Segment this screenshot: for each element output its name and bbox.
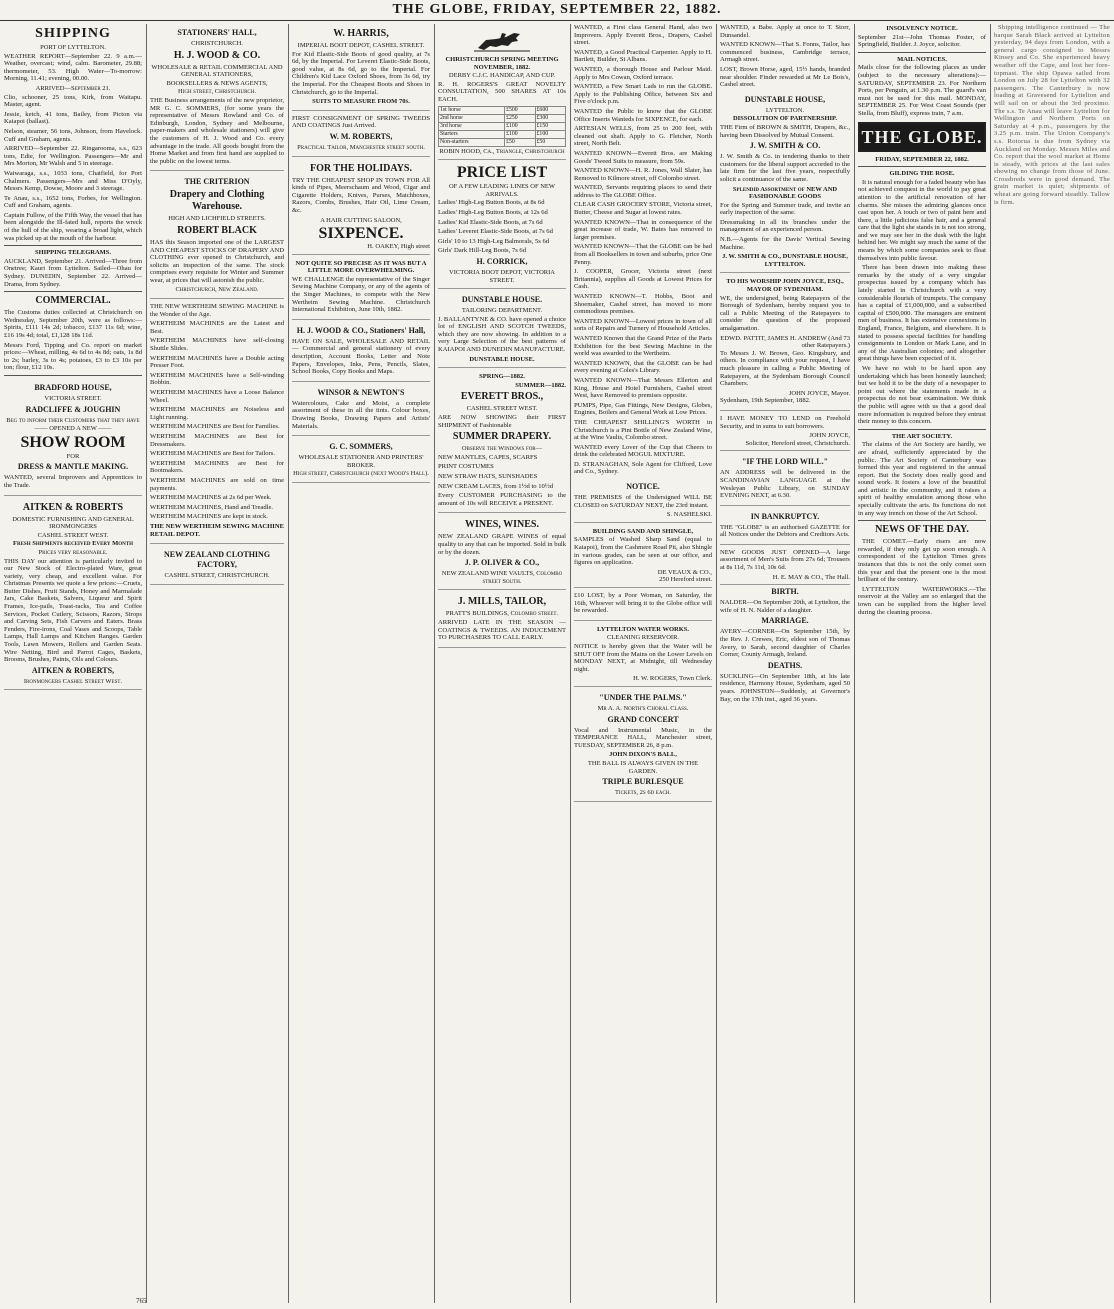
wertheim-line: WERTHEIM MACHINES, Hand and Treadle. bbox=[150, 503, 274, 511]
hj-wood-body: THE Business arrangements of the new proprietor, MR G. C. SOMMERS, (for some years the representative of Messrs Rowland and Co. of Edinburgh, London, Sydney and Melbourne, paper-makers and wholesale stationers) will give the customers of H. J. Wood and Co. every advantage in the trade. All goods bought from the Home Market and from first hand are supplied to the public on the lowest terms. bbox=[150, 96, 284, 165]
mills-ad bbox=[438, 592, 566, 647]
shipping-heading: SHIPPING bbox=[35, 26, 111, 41]
burlesque-sub: Tickets, 2s 6d each. bbox=[614, 789, 672, 797]
dunstable-ad bbox=[438, 291, 566, 368]
roberts-body: FIRST CONSIGNMENT OF SPRING TWEEDS AND COATINGS Just Arrived. bbox=[292, 114, 430, 130]
wertheim-line: WERTHEIM MACHINES are Noiseless and Light running. bbox=[150, 406, 284, 421]
lords-will-body: AN ADDRESS will be delivered in the SCANDINAVIAN LANGUAGE at the Wesleyan Public Library, on SUNDAY EVENING NEXT, at 6.30. bbox=[720, 469, 850, 500]
holidays-title: FOR THE HOLIDAYS. bbox=[310, 162, 412, 174]
holidays-ad bbox=[292, 159, 430, 255]
wood-stationers-ad bbox=[292, 322, 430, 382]
ball-title: JOHN DIXON'S BALL, bbox=[609, 751, 677, 759]
mail-heading: MAIL NOTICES. bbox=[897, 55, 947, 63]
aitken-sub: DOMESTIC FURNISHING AND GENERAL IRONMONGERS bbox=[12, 515, 134, 531]
column-5 bbox=[574, 24, 717, 1303]
winsor-title: WINSOR & NEWTON'S bbox=[317, 387, 405, 397]
wertheim-line: WERTHEIM MACHINES are sold on time payments. bbox=[150, 476, 284, 492]
aitken-street: CASHEL STREET WEST. bbox=[37, 531, 109, 539]
mail-body: Mails close for the following places as under (subject to the necessary alterations):— SATURDAY, SEPTEMBER 23. For Northern Ports, per Penguin, at 1.30 p.m. The guard's van must not be used for this mail. MONDAY, SEPTEMBER 25. For West Coast Sounds (per Stella, from Bluff), express train, 7 a.m. bbox=[858, 64, 986, 117]
sixpence: SIXPENCE. bbox=[318, 225, 404, 243]
wertheim-line: WERTHEIM MACHINES have a Loose Balance Wheel. bbox=[150, 389, 284, 404]
wertheim-line: WERTHEIM MACHINES have a Self-winding Bobbin. bbox=[150, 371, 284, 387]
hj-wood-street: High street, Christchurch. bbox=[177, 88, 257, 96]
price-list-title: PRICE LIST bbox=[456, 164, 548, 182]
wanted-ad: WANTED, a Good Practical Carpenter. Apply to H. Bartlett, Builder, St Albans. bbox=[574, 48, 712, 64]
roberts-ad bbox=[292, 113, 430, 157]
dressmaking: Dressmaking in all its branches under the management of an experienced person. bbox=[720, 218, 850, 234]
stationers-title: STATIONERS' HALL, bbox=[177, 28, 257, 37]
wanted-ad: THE CHEAPEST SHILLING'S WORTH in Christchurch is a Pint Bottle of New Zealand Wine, at the Wine Vaults, Colombo street. bbox=[574, 418, 712, 442]
wertheim-line: WERTHEIM MACHINES are Best for Tailors. bbox=[150, 450, 276, 458]
wanted-ad: WANTED, Servants requiring places to send their address to The GLOBE Office. bbox=[574, 184, 712, 199]
list-item: NEW STRAW HATS, SUNSHADES bbox=[438, 473, 538, 480]
bankruptcy-body: THE "GLOBE" is an authorised GAZETTE for all Notices under the Debtors and Creditors Acts. bbox=[720, 523, 850, 539]
money-name: JOHN JOYCE, bbox=[809, 432, 850, 440]
joyce-sign: JOHN JOYCE, Mayor. bbox=[788, 389, 850, 397]
wanted-ad: J. COOPER, Grocer, Victoria street (next Britannia), supplies all Goods at Lowest Prices for Cash. bbox=[574, 268, 712, 291]
sewing-agents: N.B.—Agents for the Davis' Vertical Sewing Machine. bbox=[720, 236, 850, 251]
divider bbox=[858, 166, 986, 167]
notice-title: NOTICE. bbox=[626, 482, 660, 492]
waterworks-ad bbox=[574, 623, 712, 687]
list-item: Ladies' High-Leg Button Boots, at 12s 6d bbox=[438, 208, 548, 216]
continued-text: Shipping intelligence continued — The barque Sarah Black arrived at Lyttelton yesterday, 94 days from London, with a general cargo consigned to Messrs Kinsey and Co. She experienced heavy weather off the Cape, and lost her fore-topmast. The ship Opawa sailed from London on July 28 for Lyttelton with 32 passengers. The Canterbury is now loading at Gravesend for Lyttelton and will sail on or about the 3rd proximo. The s.s. Te Anau will leave Lyttelton for Wellington and Northern Ports on Saturday at 4 p.m., passengers by the 3.25 p.m. train. The Union Company's s.s. Rotorua is due from Sydney via Auckland on Monday. Messrs Miles and Co. report that the wool market at Home is steady, with prices at the last sales showing no change from those of June. Crossbreds were in good demand. The grain market is quiet; shipments of wheat are going forward steadily. Tallow is firm. bbox=[994, 24, 1110, 206]
news-body: THE COMET.—Early risers are now rewarded, if they only get up soon enough. A correspondent of the Lyttelton Times gives instances that this is not the only comet seen this year and that the present one is the most brilliant of the century. bbox=[858, 538, 986, 584]
aitken-fresh: Fresh Shipments received Every Month bbox=[13, 540, 133, 548]
holidays-body: TRY THE CHEAPEST SHOP IN TOWN FOR All kinds of Pipes, Meerschaum and Wood, Cigar and Cigarette Holders, Knives, Purses, Matchboxes, Razors, Combs, Brushes, Hair Oil, Lime Cream, &c. bbox=[292, 176, 430, 214]
bradford-title: BRADFORD HOUSE, bbox=[34, 382, 112, 392]
arrival-ringarooma: ARRIVED—September 22. Ringarooma, s.s., 623 tons, Edie, for Wellington. Passengers—Mr and Mrs Morton, Mr Walsh and 5 in steerage. bbox=[4, 145, 142, 168]
summer-line: SUMMER—1882. bbox=[515, 381, 566, 389]
sommers-title: G. C. SOMMERS, bbox=[329, 442, 393, 452]
wood-stock: HAVE ON SALE, WHOLESALE AND RETAIL — Commercial and general stationery of every description, Account Books, Letter and Note Papers, Envelopes, Inks, Pens, Pencils, Slates, School Books, Copy Books and Maps. bbox=[292, 337, 430, 376]
challenge-ad bbox=[292, 257, 430, 320]
globe-banner: THE GLOBE. bbox=[858, 122, 986, 152]
price-list-sub: OF A FEW LEADING LINES OF NEW ARRIVALS. bbox=[448, 183, 556, 198]
nz-clothing-title: NEW ZEALAND CLOTHING FACTORY, bbox=[163, 550, 271, 570]
dunstable-title: DUNSTABLE HOUSE, bbox=[744, 94, 826, 104]
everett-title: EVERETT BROS., bbox=[460, 391, 544, 403]
wertheim-line: WERTHEIM MACHINES are Best for Dressmakers. bbox=[150, 432, 284, 448]
wanted-ad: LOST, Brown Horse, aged, 15½ hands, branded near shoulder. Finder rewarded at Mr Le Bois's, Cashel street. bbox=[720, 65, 850, 89]
price-list-ad bbox=[438, 162, 566, 289]
palms-sub: Mr A. A. North's Choral Class. bbox=[597, 704, 689, 712]
wanted-ad: PUMPS, Pipe, Gas Fittings, New Designs, Globes, Engines, Boilers and General Work at Low Prices. bbox=[574, 401, 712, 417]
devaux-addr: 250 Hereford street. bbox=[659, 576, 712, 584]
ballantyne-body: J. BALLANTYNE & CO. have opened a choice lot of ENGLISH AND SCOTCH TWEEDS, which they are now showing. In addition to a very Large Selection of the best patterns of KAIAPOI AND DUNEDIN MANUFACTURE. bbox=[438, 315, 566, 354]
palms-ad bbox=[574, 689, 712, 802]
dunstable-title: DUNSTABLE HOUSE. bbox=[461, 295, 543, 305]
commercial-market: Messrs Ford, Tipping and Co. report on market prices:—Wheat, milling, 4s 6d to 4s 8d; oats, 1s 8d to 2s; barley, 3s to 4s; potatoes, £3 to £3 10s per ton; flour, £12 10s. bbox=[4, 341, 142, 372]
wanted-ad: WANTED, a thorough House and Parlour Maid. Apply to Mrs Cowan, Oxford terrace. bbox=[574, 65, 712, 81]
wanted-ad: WANTED KNOWN—Everett Bros. are Making Goods' Tweed Suits to measure, from 59s. bbox=[574, 149, 712, 165]
robin-foot: ROBIN HOOD, Ca., Triangle, Christchurch bbox=[439, 147, 565, 155]
column-2 bbox=[150, 24, 289, 1303]
waterworks-title: LYTTELTON WATER WORKS. bbox=[596, 625, 690, 633]
robin-consultation: R. H. ROGERS'S GREAT NOVELTY CONSULTATION, 500 SHARES AT 10s EACH. bbox=[438, 80, 566, 103]
corrick-addr: VICTORIA BOOT DEPOT, VICTORIA STREET. bbox=[449, 268, 555, 284]
aitken-foot: AITKEN & ROBERTS, bbox=[31, 665, 115, 675]
spring-line: SPRING—1882. bbox=[479, 373, 525, 381]
column-7 bbox=[858, 24, 991, 1303]
harris-sub: IMPERIAL BOOT DEPOT, CASHEL STREET. bbox=[297, 42, 425, 49]
table-row: 1st horse £500 £600 bbox=[439, 106, 566, 114]
news-body-2: LYTTELTON WATERWORKS.—The reservoir at the Valley are so enlarged that the town can be supplied from the higher level during the cleaning process. bbox=[858, 585, 986, 616]
wines-ad bbox=[438, 515, 566, 590]
robin-meeting: CHRISTCHURCH SPRING MEETING NOVEMBER, 1882. bbox=[445, 56, 559, 71]
everett-body: ARE NOW SHOWING their FIRST SHIPMENT of Fashionable bbox=[438, 414, 566, 429]
criterion-title: THE CRITERION bbox=[184, 177, 250, 187]
everett-addr: CASHEL STREET WEST. bbox=[466, 405, 538, 413]
page-number: 765 bbox=[136, 1297, 147, 1305]
waterworks-body: NOTICE is hereby given that the Water will be SHUT OFF from the Mains on the Lower Levels on MONDAY NEXT, at Midnight, till Wednesday night. bbox=[574, 642, 712, 673]
bradford-street: VICTORIA STREET. bbox=[44, 394, 102, 402]
splendid-sub: For the Spring and Summer trade, and invite an early inspection of the same. bbox=[720, 201, 850, 217]
wanted-ad: WANTED KNOWN—T. Hobbs, Boot and Shoemaker, Cashel street, has moved to more commodious premises. bbox=[574, 293, 712, 316]
art-society-heading: THE ART SOCIETY. bbox=[891, 432, 953, 440]
gilding-body-2: There has been drawn into making these remarks by the study of a very singular prospectus issued by a company which has lately started in Christchurch with a very considerable flourish of trumpets. The company has a capital of £1,000,000, and a subscribed capital of £500,000. The managers are eminent men of business. It has extensive connexions in England, France, Belgium, and elsewhere. It is stated to possess special facilities for handling consignments in London or Mark Lane, and in any of the Australian colonies; and altogether great things have been expected of it. bbox=[858, 264, 986, 363]
wanted-ad: WANTED KNOWN—That S. Fonns, Tailor, has commenced business, Cambridge terrace, Armagh street. bbox=[720, 41, 850, 64]
racehorse-icon bbox=[472, 28, 532, 54]
wanted-ad: WANTED KNOWN—That in consequence of the great increase of trade, W. Bates has removed to larger premises. bbox=[574, 218, 712, 241]
waterworks-sign: H. W. ROGERS, Town Clerk. bbox=[633, 675, 712, 683]
lyttelton-line: LYTTELTON. bbox=[765, 106, 805, 114]
divider bbox=[4, 245, 142, 246]
wood-stationers-title: H. J. WOOD & CO., Stationers' Hall, bbox=[296, 325, 426, 335]
wanted-ad: CLEAR CASH GROCERY STORE, Victoria street, Butter, Cheese and Sugar at lowest rates. bbox=[574, 201, 712, 217]
wertheim-line: WERTHEIM MACHINES at 2s 6d per Week. bbox=[150, 494, 272, 502]
list-item: Girls' Dark Hill-Leg Boots, 7s 6d bbox=[438, 247, 526, 255]
harris-body: For Kid Elastic-Side Boots of good quality, at 7s 6d, by the Imperial. For Leveret Elastic-Side Boots, good value, at 8s 6d, go to the Imperial. For Children's Kid Lace Oxford Shoes, from 3s 6d, try the Imperial. For the Cheapest Boots and Shoes in Christchurch, go to the Imperial. bbox=[292, 50, 430, 96]
table-row: Starters £100 £100 bbox=[439, 130, 566, 138]
worship-sign: EDWD. PATTIT, JAMES H. ANDREW (And 73 other Ratepayers.) bbox=[720, 334, 850, 350]
list-item: NEW MANTLES, CAPES, SCARFS bbox=[438, 453, 538, 461]
lost-body: £10 LOST, by a Poor Woman, on Saturday, the 16th, Whoever will bring it to the Globe office will be rewarded. bbox=[574, 592, 712, 615]
gilding-body-3: We have no wish to be hard upon any undertaking which has been honestly launched; but we hold it to be the duty of a newspaper to point out where the statements made in a prospectus do not bear examination. We think the public will agree with us that a good deal more information is required before they entrust their money to this concern. bbox=[858, 364, 986, 426]
sommers-ad bbox=[292, 438, 430, 483]
list-item: Ladies' High-Leg Button Boots, at 8s 6d bbox=[438, 199, 545, 207]
marriage-body: AVERY—CORNER—On September 15th, by the Rev. J. Crewes, Eric, eldest son of Thomas Avery, to Sarah, second daughter of Charles Corner, County Armagh, Ireland. bbox=[720, 628, 850, 659]
oliver-name: J. P. OLIVER & CO., bbox=[464, 558, 540, 568]
gilding-heading: GILDING THE ROSE. bbox=[889, 170, 955, 178]
grand-concert: GRAND CONCERT bbox=[607, 714, 679, 724]
tailoring-dept: TAILORING DEPARTMENT. bbox=[461, 307, 543, 315]
hj-wood-sub2: BOOKSELLERS & NEWS AGENTS, bbox=[166, 79, 268, 87]
everett-ad bbox=[438, 370, 566, 513]
criterion-addr: HIGH AND LICHFIELD STREETS. bbox=[168, 215, 266, 223]
telegrams-heading: SHIPPING TELEGRAMS. bbox=[34, 249, 112, 257]
list-item: NEW CREAM LACES, from 1½d to 10½d bbox=[438, 482, 554, 490]
wanted-ad: D. STRANAGHAN, Sole Agent for Clifford, Love and Co., Sydney. bbox=[574, 460, 712, 476]
shingle-body: SAMPLES of Washed Sharp Sand (equal to Kaiapoi), from the Cashmere Road Pit, also Shingle in various grades, can be seen at our office, and figures on application. bbox=[574, 536, 712, 567]
wanted-ad: WANTED KNOWN—That Messrs Ellerton and King, House and Hotel Furnishers, Cashel street West, have Removed to premises opposite. bbox=[574, 376, 712, 400]
telegrams-body: AUCKLAND, September 21. Arrived—Three from Onetree; Kauri from Lyttelton. Sailed—Ohau for Sydney. DUNEDIN, September 22. Arrived—Drama, from Sydney. bbox=[4, 257, 142, 288]
commercial-heading: COMMERCIAL. bbox=[35, 295, 111, 307]
insolvency-body: September 21st—John Thomas Foster, of Springfield, Builder. J. Joyce, solicitor. bbox=[858, 33, 986, 49]
aitken-title: AITKEN & ROBERTS bbox=[22, 501, 124, 513]
wanted-ad: WANTED the Public to know that the GLOBE Office Inserts Wanteds for SIXPENCE, for each. bbox=[574, 107, 712, 123]
radcliffe-sub: Beg to inform their Customers that they have bbox=[6, 416, 140, 424]
nz-clothing-ad bbox=[150, 546, 284, 585]
globe-date: FRIDAY, SEPTEMBER 22, 1882. bbox=[875, 155, 969, 163]
wanted-ad: WANTED, a First class General Hand, also two Improvers. Apply Everett Bros., Drapers, Cashel street. bbox=[574, 24, 712, 47]
worship-title: TO HIS WORSHIP JOHN JOYCE, ESQ., MAYOR OF SYDENHAM. bbox=[726, 278, 844, 294]
robert-black: ROBERT BLACK bbox=[177, 224, 257, 236]
port-heading: PORT OF LYTTELTON. bbox=[40, 44, 106, 51]
table-row: 2nd horse £250 £300 bbox=[439, 114, 566, 122]
shingle-title: BUILDING SAND AND SHINGLE, bbox=[592, 527, 694, 535]
hj-wood-title: H. J. WOOD & CO. bbox=[173, 49, 261, 61]
mills-title: J. MILLS, TAILOR, bbox=[457, 596, 547, 608]
wertheim-line: WERTHEIM MACHINES have a Double acting Presser Foot. bbox=[150, 354, 284, 370]
dissolution-body: THE Firm of BROWN & SMITH, Drapers, &c., having been Dissolved by Mutual Consent. bbox=[720, 123, 850, 139]
may-ad bbox=[720, 547, 850, 585]
prize-table bbox=[438, 106, 566, 147]
robin-cup: DERBY C.J.C. HANDICAP, AND CUP. bbox=[448, 72, 556, 80]
wanted-ad: WANTED KNOWN—Lowest prices in town of all sorts of Repairs and Turnery of Household Articles. bbox=[574, 317, 712, 333]
cleaning-reservoir: CLEANING RESERVOIR. bbox=[606, 634, 680, 642]
arrived-heading: ARRIVED—September 21. bbox=[35, 84, 111, 92]
captain-report: Captain Fullow, of the Fifth Way, the vessel that has been alongside the Ill-fated hull, reports the wreck of the hull of the ship, wearing a broad light, which was picked up at the mouth of the harbour. bbox=[4, 211, 142, 242]
burlesque-title: TRIPLE BURLESQUE bbox=[602, 777, 684, 787]
column-3 bbox=[292, 24, 435, 1303]
dress-mantle: DRESS & MANTLE MAKING. bbox=[17, 462, 129, 472]
list-item: PRINT COSTUMES bbox=[438, 463, 494, 471]
robin-hood-ad bbox=[438, 24, 566, 160]
wertheim-line: THE NEW WERTHEIM SEWING MACHINE RETAIL DEPOT. bbox=[150, 522, 284, 538]
arrival-clio: Clio, schooner, 25 tons, Kirk, from Waitapu. Master, agent. bbox=[4, 93, 142, 109]
marriage-heading: MARRIAGE. bbox=[761, 616, 809, 626]
notice-sign: S. NASHELSKI. bbox=[666, 511, 712, 519]
wanted-ad: WANTED KNOWN—H. R. Jones, Wall Slater, has Removed to Kilmore street, off Colombo street. bbox=[574, 167, 712, 182]
divider bbox=[4, 291, 142, 292]
jw-smith-body: J. W. Smith & Co. in tendering thanks to their customers for the liberal support accorded to the late firm for the last five years, respectfully solicit a continuance of the same. bbox=[720, 153, 850, 183]
criterion-sub: Drapery and Clothing Warehouse. bbox=[169, 189, 265, 213]
notice-body: THE PREMISES of the Undersigned WILL BE CLOSED on SATURDAY NEXT, the 23rd instant. bbox=[574, 494, 712, 509]
haircut-saloon: A HAIR CUTTING SALOON, bbox=[320, 216, 402, 224]
masthead: THE GLOBE, FRIDAY, SEPTEMBER 22, 1882. bbox=[0, 0, 1114, 21]
not-quite: NOT QUITE SO PRECISE AS IT WAS BUT A LITTLE MORE OVERWHELMING. bbox=[295, 259, 427, 275]
roberts-name: W. M. ROBERTS, bbox=[329, 131, 393, 141]
winsor-ad bbox=[292, 384, 430, 436]
robert-foot: Christchurch, New Zealand. bbox=[175, 286, 259, 294]
column-4 bbox=[438, 24, 571, 1303]
wertheim-ads bbox=[150, 301, 284, 544]
wanted-ad: WANTED every Lover of the Cup that Cheers to drink the celebrated MOGUL MIXTURE. bbox=[574, 443, 712, 459]
oliver-sub: NEW ZEALAND WINE VAULTS, Colombo street South. bbox=[441, 570, 563, 585]
devaux-name: DE VEAUX & CO., bbox=[657, 568, 712, 576]
deaths-body: SUCKLING—On September 18th, at his late residence, Harmony House, Sydenham, aged 50 years. JOHNSTON—Suddenly, at Governor's Bay, on the 17th inst., aged 36 years. bbox=[720, 672, 850, 703]
wanted-ad: WANTED Known that the Grand Prize of the Paris Exhibition for the best Sewing Machine in the world was awarded to the Wertheim. bbox=[574, 334, 712, 358]
dissolution-title: DISSOLUTION OF PARTNERSHIP. bbox=[732, 115, 838, 123]
challenge-body: WE CHALLENGE the representative of the Singer Sewing Machine Company, or any of the agents of the Singer Machines, to compete with the New Wertheim Sewing Machine. Christchurch International Exhibition, June 10th, 1882. bbox=[292, 275, 430, 314]
oakey-sign: H. OAKEY, High street bbox=[367, 243, 430, 251]
wertheim-line: WERTHEIM MACHINES are Best for Bootmakers. bbox=[150, 459, 284, 475]
commercial-customs: The Customs duties collected at Christchurch on Wednesday, September 20th, were as follows:—Spirits, £111 14s 2d; tobacco, £137 11s 6d; wine, £16 19s 4d; total, £1,128 18s 11d. bbox=[4, 309, 142, 339]
radcliffe-title: RADCLIFFE & JOUGHIN bbox=[25, 404, 121, 414]
criterion-ad bbox=[150, 173, 284, 299]
lords-will-ad bbox=[720, 453, 850, 505]
money-addr: Solicitor, Hereford street, Christchurch. bbox=[745, 439, 850, 447]
birth-heading: BIRTH. bbox=[771, 587, 799, 597]
divider bbox=[858, 520, 986, 521]
worship-reply: To Messrs J. W. Brown, Geo. Kingsbury, and others. In compliance with your request, I have much pleasure in calling a Public Meeting of Ratepayers, at the Sydenham Borough Council Chambers. bbox=[720, 349, 850, 388]
wanted-ad: WANTED, a Babe. Apply at once to T. Storr, Dunsandel. bbox=[720, 24, 850, 39]
palms-title: "UNDER THE PALMS." bbox=[599, 692, 687, 702]
aitken-roberts-ad bbox=[4, 498, 142, 691]
bankruptcy-ad bbox=[720, 508, 850, 545]
sommers-addr: High street, Christchurch (next Wood's Hall). bbox=[293, 470, 429, 478]
summer-drapery: SUMMER DRAPERY. bbox=[452, 431, 552, 443]
grand-body: Vocal and Instrumental Music, in the TEMPERANCE HALL, Manchester street, TUESDAY, SEPTEMBER 26, 8 p.m. bbox=[574, 726, 712, 749]
winsor-body: Watercolours, Cake and Moist, a complete assortment of these in all the tints. Colour boxes, Drawing Books, Drawing Papers and Artists' Materials. bbox=[292, 399, 430, 430]
corrick-name: H. CORRICK, bbox=[476, 256, 528, 266]
show-room: SHOW ROOM bbox=[20, 433, 126, 451]
mills-sub: PRATT'S BUILDINGS, Colombo street. bbox=[445, 610, 559, 618]
insolvency-heading: INSOLVENCY NOTICE. bbox=[886, 25, 958, 32]
nz-clothing-addr: CASHEL STREET, CHRISTCHURCH. bbox=[164, 572, 270, 580]
stationers-city: CHRISTCHURCH. bbox=[191, 40, 243, 47]
bankruptcy-title: IN BANKRUPTCY. bbox=[750, 511, 820, 521]
joyce-date: Sydenham, 19th September, 1882. bbox=[720, 397, 811, 405]
worship-ad bbox=[720, 275, 850, 411]
wertheim-line: THE NEW WERTHEIM SEWING MACHINE is the Wonder of the Age. bbox=[150, 303, 284, 318]
shingle-ad bbox=[574, 525, 712, 588]
new-goods-body: NEW GOODS JUST OPENED—A large assortment of Men's Suits from 27s 6d; Trousers at 8s 11d, 7s 11d, 10s 6d. bbox=[720, 548, 850, 572]
weather-report: WEATHER REPORT—September 22. 9 a.m.—Weather, overcast; wind, calm. Barometer, 29.88; thermometer, 53. High Water—To-morrow: Morning, 11.41; evening, 00.00. bbox=[4, 52, 142, 83]
stationers-hall-ad bbox=[150, 24, 284, 171]
mills-body: ARRIVED LATE IN THE SEASON — COATINGS & TWEEDS. AN INDUCEMENT TO PURCHASERS TO CALL EARLY. bbox=[438, 618, 566, 642]
notice-ad bbox=[574, 478, 712, 523]
ball-sub: THE BALL IS ALWAYS GIVEN IN THE GARDEN. bbox=[587, 759, 699, 775]
show-for: FOR bbox=[66, 452, 80, 460]
dunstable-lyttelton-ad bbox=[720, 91, 850, 274]
harris-foot: SUITS TO MEASURE FROM 70s. bbox=[312, 98, 410, 106]
splendid-title: Splendid Assortment of NEW AND FASHIONABLE GOODS bbox=[732, 185, 838, 201]
gilding-body: It is natural enough for a faded beauty who has not achieved conquest in the world to pay great attention to the artificial renovation of her charms. She misses the admiring glances once cast upon her. A touch or two of paint here and there, a little judicious false hair, and a general care that the light she stands in is not too strong, and we may see her in the dusk with the light behind her. We might say much the same of the means by which some companies seek to float themselves into public favour. bbox=[858, 178, 986, 262]
wertheim-line: WERTHEIM MACHINES are kept in stock. bbox=[150, 513, 268, 521]
wanted-ad: WANTED KNOWN—That the GLOBE can be had from all Booksellers in town and suburbs, price One Penny. bbox=[574, 243, 712, 266]
jw-smith-foot: J. W. SMITH & CO., DUNSTABLE HOUSE, LYTTELTON. bbox=[722, 253, 848, 268]
list-item: Ladies' Kid Elastic-Side Boots, at 7s 6d bbox=[438, 218, 543, 226]
arrival-te-anau: Te Anau, s.s., 1652 tons, Forbes, for Wellington. Cuff and Graham, agents. bbox=[4, 194, 142, 210]
roberts-addr: Practical Tailor, Manchester street south. bbox=[297, 143, 425, 151]
harris-ad bbox=[292, 24, 430, 111]
hj-wood-sub: WHOLESALE & RETAIL COMMERCIAL AND GENERAL STATIONERS, bbox=[151, 63, 283, 79]
table-row: Non-starters £50 £50 bbox=[439, 138, 566, 146]
arrival-jessie: Jessie, ketch, 41 tons, Bailey, from Picton via Kaiapoi (ballast). bbox=[4, 110, 142, 126]
every-customer: Every CUSTOMER PURCHASING to the amount of 10s will RECEIVE a PRESENT. bbox=[438, 492, 566, 507]
lost-ad bbox=[574, 590, 712, 621]
worship-body: WE, the undersigned, being Ratepayers of the Borough of Sydenham, hereby request you to call a Public Meeting of the Ratepayers to consider the question of the proposed amalgamation. bbox=[720, 294, 850, 332]
wanted-improvers: WANTED, several Improvers and Apprentices to the Trade. bbox=[4, 474, 142, 489]
money-ad bbox=[720, 413, 850, 451]
divider bbox=[858, 429, 986, 430]
deaths-heading: DEATHS. bbox=[767, 660, 803, 670]
wertheim-line: WERTHEIM MACHINES are Best for Families. bbox=[150, 423, 280, 431]
observe-windows: Observe the Windows for— bbox=[461, 445, 543, 453]
money-body: I HAVE MONEY TO LEND on Freehold Security, and in sums to suit borrowers. bbox=[720, 414, 850, 430]
arrival-nelson: Nelson, steamer, 56 tons, Johnson, from Havelock. Cuff and Graham, agents. bbox=[4, 127, 142, 143]
wanted-ad: WANTED, a Few Smart Lads to run the GLOBE. Apply to the Publishing Office, between Six and Five o'clock p.m. bbox=[574, 83, 712, 106]
wanted-ad: WANTED KNOWN, that the GLOBE can be had every evening at Coles's Library. bbox=[574, 359, 712, 375]
wertheim-line: WERTHEIM MACHINES have self-closing Shuttle Slides. bbox=[150, 337, 284, 353]
list-item: Girls' 10 to 13 High-Leg Balmorals, 5s 6d bbox=[438, 237, 550, 245]
aitken-prices: Prices very reasonable. bbox=[38, 548, 108, 556]
wanted-ad: ARTESIAN WELLS, from 25 to 200 feet, with cleaned out shaft. Apply to G. Fletcher, North street, North Belt. bbox=[574, 125, 712, 148]
bradford-house-ad bbox=[4, 379, 142, 496]
lords-will-title: "IF THE LORD WILL." bbox=[741, 457, 829, 467]
may-sign: H. E. MAY & CO., The Hall. bbox=[772, 573, 850, 581]
list-item: Ladies' Leveret Elastic-Side Boots, at 7s 6d bbox=[438, 228, 553, 236]
dunstable-foot: DUNSTABLE HOUSE. bbox=[469, 355, 535, 363]
wines-title: WINES, WINES. bbox=[464, 519, 539, 531]
arrival-waiwaraga: Waiwaraga, s.s., 1033 tons, Chatfield, for Port Chalmers. Passengers—Mrs and Miss D'Oyly, Messrs Kemp, Dowse, Moore and 3 steerage. bbox=[4, 169, 142, 193]
wertheim-line: WERTHEIM MACHINES are the Latest and Best. bbox=[150, 320, 284, 335]
column-6 bbox=[720, 24, 855, 1303]
harris-title: W. HARRIS, bbox=[333, 28, 389, 39]
aitken-foot-sub: Ironmongers Cashel Street West. bbox=[23, 677, 123, 685]
aitken-body: THIS DAY our attention is particularly invited to our New Stock of Electro-plated Ware, great variety, very cheap, and excellent value. For Christmas Presents we quote a few prices:—Cruets, Butter Dishes, Fruit Stands, Honey and Marmalade Jars, Cake Baskets, Salvers, Liqueur and Spirit Frames, Ice-pails, Toast-racks, Tea and Coffee Services, Pocket Cutlery, Scissors, Razors, Strops and Carving Sets, Fish Carvers and Eaters. Brass Fenders, Fire-irons, Coal Vases and Scoops, Table Lamps, Hall Lamps and Kitchen Ranges. Garden Tools, Lawn Mowers, Rollers and Garden Seats. Wire Netting, Bird and Parrot Cages, Baskets, Brooms, Brushes, Paints, Oils and Colours. bbox=[4, 557, 142, 664]
art-society-body: The claims of the Art Society are hardly, we are afraid, sufficiently appreciated by the public. The Art Society of Canterbury was formed this year and registered in the annual report. But the Society does really good and sound work. It fosters a love of the beautiful and artistic in the community, and it raises a spirit of healthy emulation among those who specially cultivate the arts. Its functions do not in any way trench on those of the Art School. bbox=[858, 441, 986, 517]
wines-body: NEW ZEALAND GRAPE WINES of equal quality to any that can be imported. Sold in bulk or by the dozen. bbox=[438, 533, 566, 556]
jw-smith-title: J. W. SMITH & CO. bbox=[749, 141, 821, 151]
column-8 bbox=[994, 24, 1110, 1303]
news-heading: NEWS OF THE DAY. bbox=[875, 524, 969, 536]
divider bbox=[4, 375, 142, 376]
divider bbox=[858, 52, 986, 53]
column-1 bbox=[4, 24, 147, 1303]
table-row: 3rd horse £100 £150 bbox=[439, 122, 566, 130]
sommers-sub: WHOLESALE STATIONER AND PRINTERS' BROKER. bbox=[298, 454, 424, 469]
opened-line: —— OPENED A NEW —— bbox=[34, 425, 112, 433]
robert-body: HAS this Season imported one of the LARGEST AND CHEAPEST STOCKS OF DRAPERY AND CLOTHING ever opened in Christchurch, and solicits an inspection of the same. The stock comprises every requisite for Winter and Summer wear, at prices that will astonish the public. bbox=[150, 238, 284, 284]
birth-body: NALDER—On September 20th, at Lyttelton, the wife of H. N. Nalder of a daughter. bbox=[720, 599, 850, 614]
